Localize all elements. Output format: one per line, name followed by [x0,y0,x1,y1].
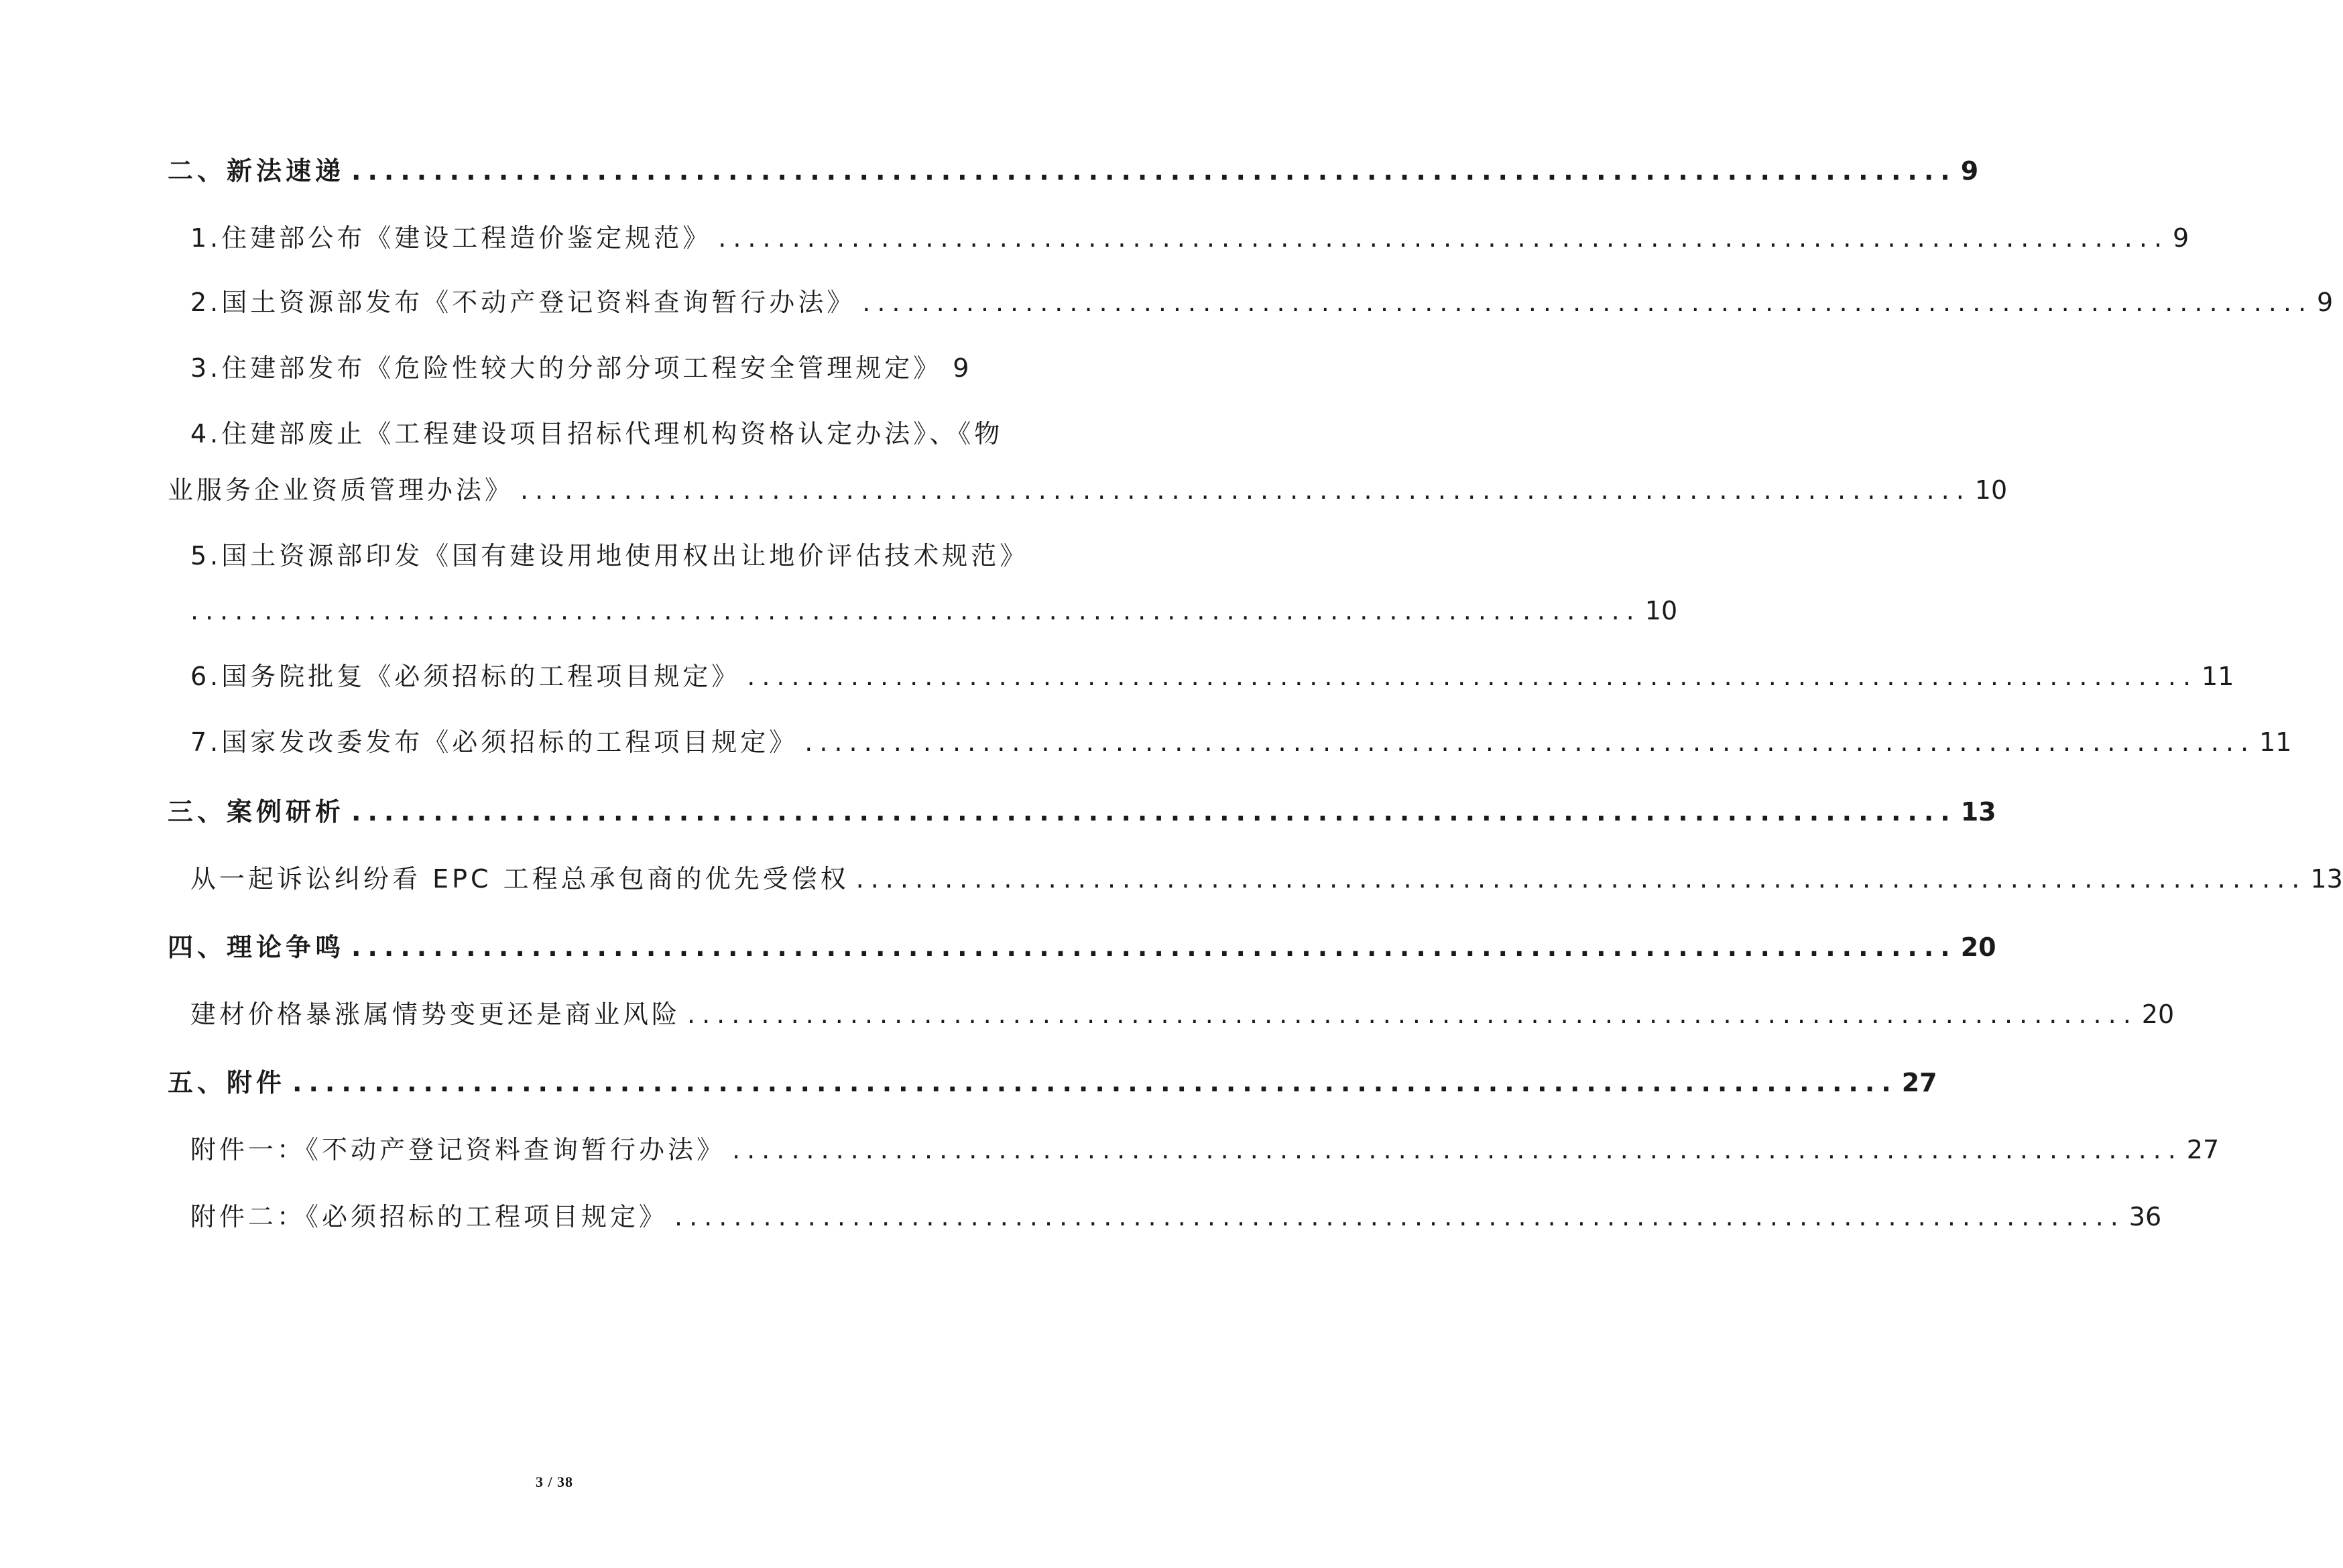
toc-title: 2.国土资源部发布《不动产登记资料查询暂行办法》 [190,288,856,317]
toc-leader-dots: .................................................................................................. [687,1000,2138,1029]
toc-title: 3.住建部发布《危险性较大的分部分项工程安全管理规定》 [190,353,943,383]
toc-leader-dots: .................................................................................................. [351,932,1957,962]
toc-page-number: 13 [1960,797,1996,827]
toc-section-3[interactable] [168,797,1996,827]
toc-item-5-line1[interactable] [190,543,1028,568]
toc-page-number: 9 [2317,288,2334,317]
toc-title: 三、案例研析 [168,797,345,827]
toc-title: 5.国土资源部印发《国有建设用地使用权出让地价评估技术规范》 [190,541,1029,570]
toc-item-4-line2[interactable] [168,475,2008,505]
toc-item-7[interactable] [190,727,2292,757]
toc-page-number: 36 [2128,1202,2162,1231]
toc-item-3[interactable] [190,353,969,383]
toc-page-number: 11 [2259,727,2292,757]
toc-leader-dots: .................................................................................................. [292,1068,1898,1097]
toc-page-number: 9 [2173,223,2189,253]
toc-title: 建材价格暴涨属情势变更还是商业风险 [190,1000,681,1029]
toc-title: 附件二：《必须招标的工程项目规定》 [190,1202,668,1231]
toc-leader-dots: .................................................................................................. [351,797,1957,827]
toc-leader-dots: .................................................................................................. [718,223,2169,253]
toc-appendix-1[interactable] [190,1135,2220,1164]
toc-page-number: 9 [1960,156,1979,186]
toc-section-4[interactable] [168,932,1996,962]
toc-title: 7.国家发改委发布《必须招标的工程项目规定》 [190,727,798,757]
toc-title: 四、理论争鸣 [168,932,345,962]
toc-section-2[interactable] [168,156,1979,186]
toc-title: 从一起诉讼纠纷看 EPC 工程总承包商的优先受偿权 [190,864,849,894]
toc-leader-dots: .................................................................................................. [351,156,1957,186]
toc-item-2[interactable] [190,288,2334,317]
toc-leader-dots: .................................................................................................. [855,864,2307,894]
toc-title: 6.国务院批复《必须招标的工程项目规定》 [190,662,741,691]
toc-case-item[interactable] [190,864,2343,894]
toc-title: 五、附件 [168,1068,286,1097]
toc-page-number: 10 [1644,596,1678,625]
toc-page-number: 20 [2141,1000,2175,1029]
toc-leader-dots: .................................................................................................. [674,1202,2125,1231]
toc-leader-dots: .................................................................................................. [190,596,1641,625]
toc-theory-item[interactable] [190,1000,2175,1029]
toc-leader-dots: .................................................................................................. [520,475,1971,505]
toc-item-5-line2[interactable] [190,596,1678,625]
toc-page-number: 20 [1960,932,1996,962]
toc-item-1[interactable] [190,223,2189,253]
toc-title: 附件一：《不动产登记资料查询暂行办法》 [190,1135,726,1164]
toc-title: 业服务企业资质管理办法》 [168,475,514,505]
toc-title: 1.住建部公布《建设工程造价鉴定规范》 [190,223,712,253]
toc-leader-dots: .................................................................................................. [862,288,2314,317]
toc-title: 二、新法速递 [168,156,345,186]
toc-page-number: 11 [2202,662,2234,691]
toc-title: 4.住建部废止《工程建设项目招标代理机构资格认定办法》、《物 [190,419,1004,448]
toc-page-number: 27 [1901,1068,1937,1097]
toc-item-4-line1[interactable] [190,421,1003,446]
toc-leader-dots: .................................................................................................. [747,662,2198,691]
toc-page-number: 27 [2186,1135,2220,1164]
toc-section-5[interactable] [168,1068,1937,1097]
toc-item-6[interactable] [190,662,2234,691]
toc-page-number: 13 [2310,864,2343,894]
page-indicator: 3 / 38 [535,1473,574,1490]
toc-page-number: 9 [953,353,969,383]
toc-appendix-2[interactable] [190,1202,2162,1231]
toc-leader-dots: .................................................................................................. [732,1135,2183,1164]
toc-page-number: 10 [1974,475,2008,505]
toc-leader-dots: .................................................................................................. [804,727,2256,757]
